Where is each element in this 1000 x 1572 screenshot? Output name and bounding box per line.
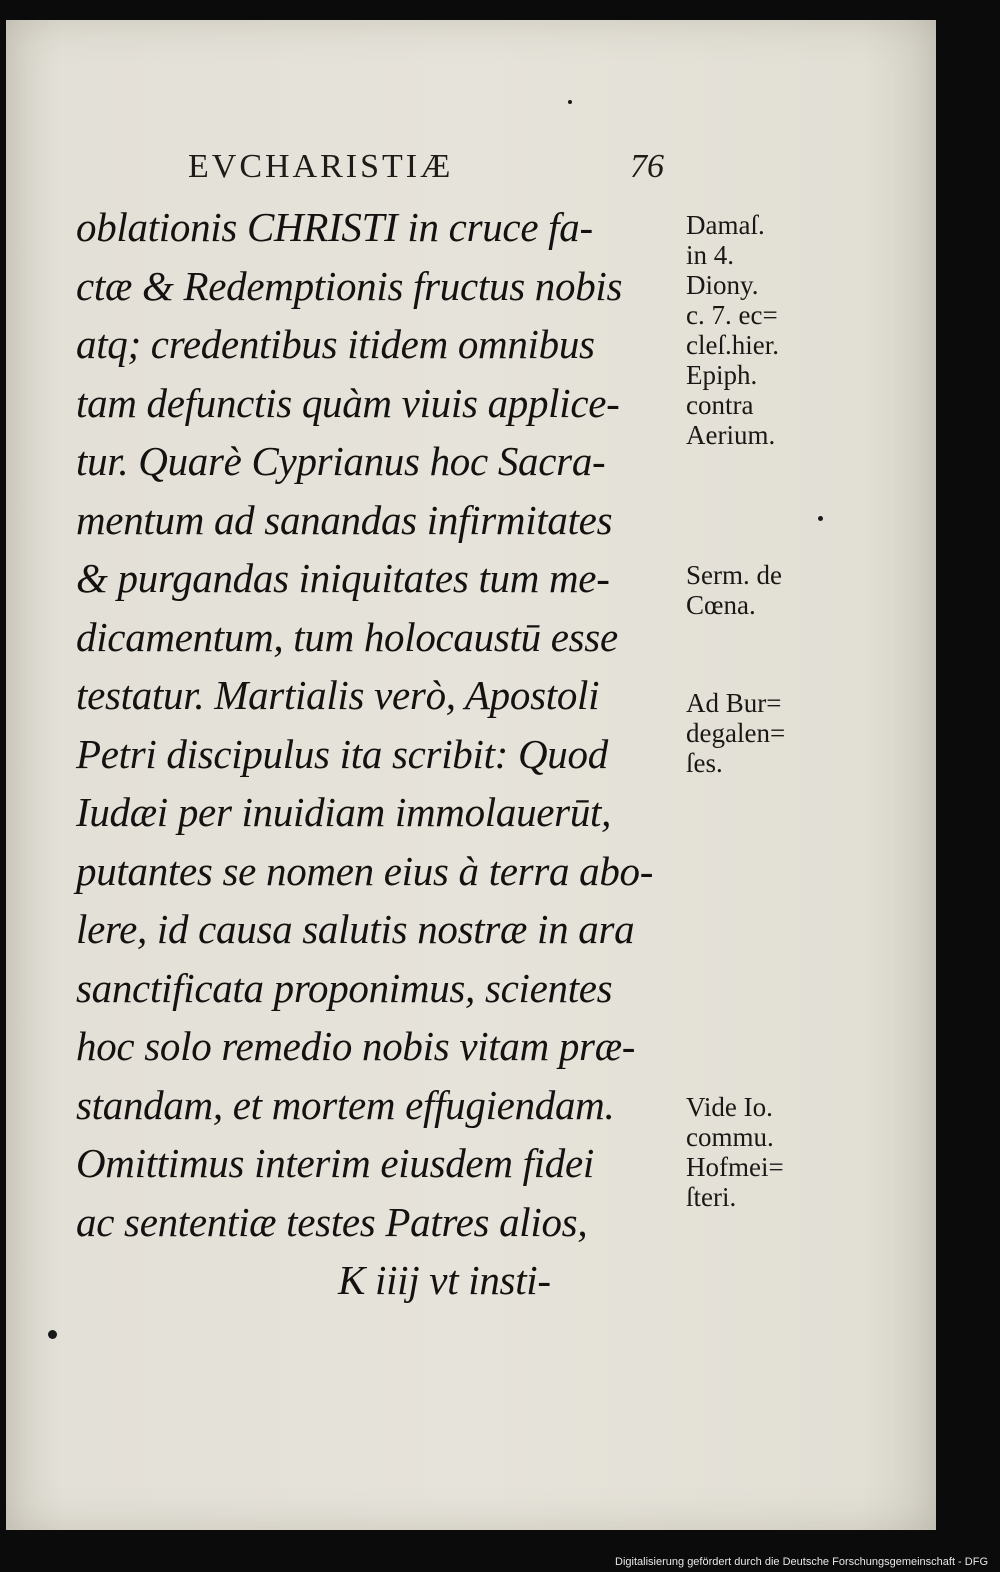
text-line: ctæ & Redemptionis fructus nobis — [76, 262, 623, 309]
text-line: Petri discipulus ita scribit: Quod — [76, 730, 608, 777]
text-line: tur. Quarè Cyprianus hoc Sacra- — [76, 438, 606, 484]
marginal-note-sermo — [686, 560, 836, 620]
text-line: lere, id causa salutis nostræ in ara — [76, 906, 635, 952]
marginal-note-hofmeister — [686, 1092, 836, 1212]
marginal-note-line: Damaſ. — [686, 210, 765, 240]
marginal-note-line: ſteri. — [686, 1182, 737, 1212]
running-title: EVCHARISTIÆ — [188, 148, 454, 185]
marginal-note-line: ſes. — [686, 748, 723, 778]
ink-spot — [818, 516, 823, 521]
marginal-note-line: Ad Bur= — [686, 688, 782, 718]
digitization-credit: Digitalisierung gefördert durch die Deutsche Forschungsgemeinschaft - DFG — [615, 1556, 988, 1568]
marginal-note-burdegalenses — [686, 688, 836, 778]
text-line: putantes se nomen eius à terra abo- — [76, 847, 654, 894]
page-number: 76 — [630, 148, 664, 185]
marginal-note-line: Vide Io. — [686, 1092, 773, 1122]
main-text-block — [76, 198, 691, 1310]
marginal-note-line: Diony. — [686, 270, 759, 300]
text-line: & purgandas iniquitates tum me- — [76, 555, 610, 601]
marginal-note-line: Cœna. — [686, 590, 756, 620]
catchline-signature: K iiij vt insti- — [338, 1257, 551, 1303]
text-line: mentum ad sanandas infirmitates — [76, 496, 613, 543]
text-line: ac sententiæ testes Patres alios, — [76, 1198, 588, 1245]
text-line: hoc solo remedio nobis vitam præ- — [76, 1023, 636, 1069]
text-line: oblationis CHRISTI in cruce fa- — [76, 204, 593, 250]
text-line: standam, et mortem effugiendam. — [76, 1081, 615, 1128]
text-line: tam defunctis quàm viuis applice- — [76, 379, 620, 426]
text-line: sanctificata proponimus, scientes — [76, 964, 613, 1011]
marginal-note-damascenus — [686, 210, 836, 450]
marginal-note-line: cleſ.hier. — [686, 330, 779, 360]
marginal-note-line: contra — [686, 390, 754, 420]
text-line: Omittimus interim eiusdem fidei — [76, 1140, 594, 1186]
marginal-note-line: degalen= — [686, 718, 786, 748]
marginal-note-line: Epiph. — [686, 360, 758, 390]
ink-spot — [568, 100, 572, 104]
book-page — [6, 20, 936, 1530]
marginal-note-line: Aerium. — [686, 420, 776, 450]
marginal-note-line: Hofmei= — [686, 1152, 784, 1182]
marginal-note-line: commu. — [686, 1122, 774, 1152]
text-line: atq; credentibus itidem omnibus — [76, 321, 595, 367]
marginal-note-line: Serm. de — [686, 560, 782, 590]
text-line: testatur. Martialis verò, Apostoli — [76, 672, 600, 718]
ink-spot — [48, 1330, 57, 1339]
marginal-note-line: c. 7. ec= — [686, 300, 778, 330]
text-line: dicamentum, tum holocaustū esse — [76, 613, 618, 660]
marginal-note-line: in 4. — [686, 240, 735, 270]
text-line: Iudæi per inuidiam immolauerūt, — [76, 789, 612, 835]
